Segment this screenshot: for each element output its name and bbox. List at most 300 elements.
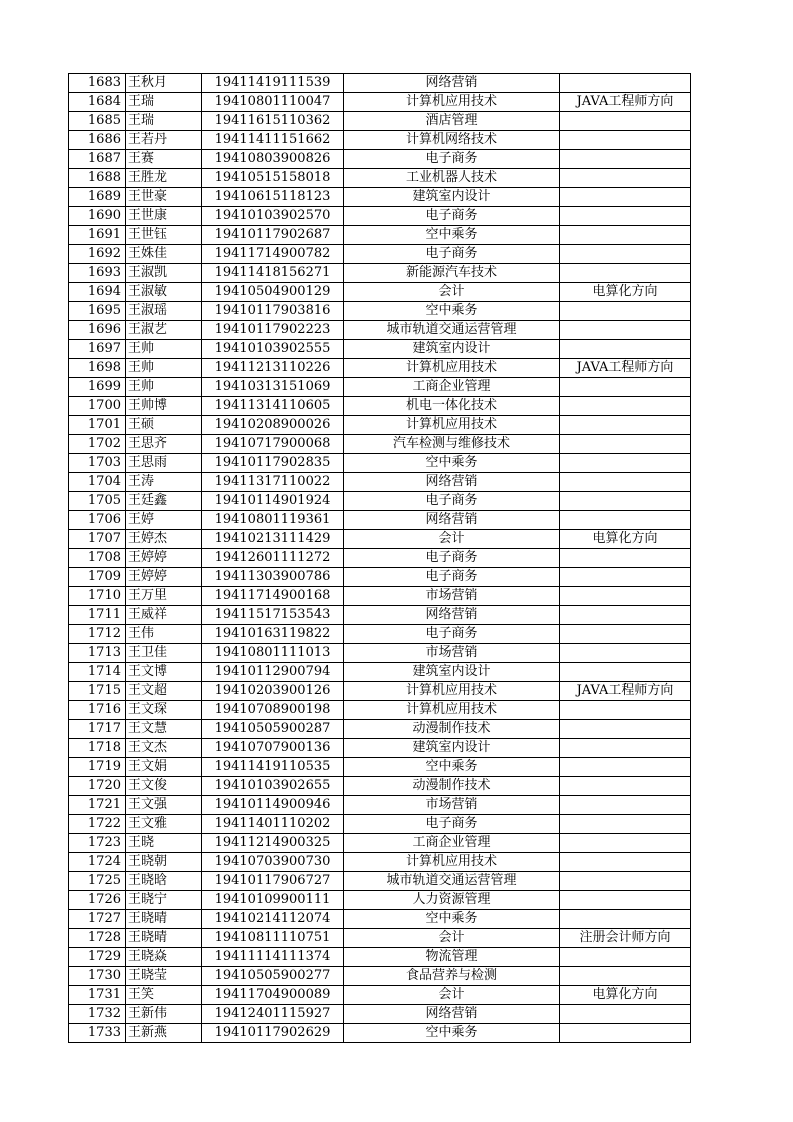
student-name-cell: 王世豪 bbox=[126, 188, 202, 207]
major-cell: 动漫制作技术 bbox=[344, 777, 560, 796]
table-row bbox=[69, 454, 691, 473]
row-number-cell: 1684 bbox=[69, 93, 126, 112]
table-row bbox=[69, 853, 691, 872]
table-row bbox=[69, 758, 691, 777]
student-name-cell: 王姝佳 bbox=[126, 245, 202, 264]
major-cell: 空中乘务 bbox=[344, 454, 560, 473]
major-cell: 会计 bbox=[344, 530, 560, 549]
table-row bbox=[69, 264, 691, 283]
table-row bbox=[69, 188, 691, 207]
student-name-cell: 王晓晴 bbox=[126, 929, 202, 948]
direction-cell bbox=[560, 264, 691, 283]
table-row bbox=[69, 701, 691, 720]
row-number-cell: 1719 bbox=[69, 758, 126, 777]
major-cell: 电子商务 bbox=[344, 245, 560, 264]
table-row bbox=[69, 929, 691, 948]
major-cell: 市场营销 bbox=[344, 587, 560, 606]
major-cell: 计算机应用技术 bbox=[344, 416, 560, 435]
student-name-cell: 王硕 bbox=[126, 416, 202, 435]
major-cell: 空中乘务 bbox=[344, 302, 560, 321]
major-cell: 建筑室内设计 bbox=[344, 188, 560, 207]
row-number-cell: 1689 bbox=[69, 188, 126, 207]
table-row bbox=[69, 435, 691, 454]
student-name-cell: 王世钰 bbox=[126, 226, 202, 245]
student-id-cell: 19411303900786 bbox=[202, 568, 344, 587]
student-id-cell: 19410801110047 bbox=[202, 93, 344, 112]
student-id-cell: 19410114900946 bbox=[202, 796, 344, 815]
major-cell: 会计 bbox=[344, 986, 560, 1005]
student-id-cell: 19410803900826 bbox=[202, 150, 344, 169]
direction-cell: 电算化方向 bbox=[560, 986, 691, 1005]
student-id-cell: 19410505900287 bbox=[202, 720, 344, 739]
row-number-cell: 1714 bbox=[69, 663, 126, 682]
table-row bbox=[69, 74, 691, 93]
student-name-cell: 王婷婷 bbox=[126, 549, 202, 568]
major-cell: 电子商务 bbox=[344, 568, 560, 587]
direction-cell bbox=[560, 454, 691, 473]
row-number-cell: 1707 bbox=[69, 530, 126, 549]
student-name-cell: 王晓晴 bbox=[126, 910, 202, 929]
major-cell: 物流管理 bbox=[344, 948, 560, 967]
major-cell: 空中乘务 bbox=[344, 226, 560, 245]
major-cell: 网络营销 bbox=[344, 511, 560, 530]
student-name-cell: 王新伟 bbox=[126, 1005, 202, 1024]
student-id-cell: 19411418156271 bbox=[202, 264, 344, 283]
direction-cell bbox=[560, 74, 691, 93]
row-number-cell: 1702 bbox=[69, 435, 126, 454]
student-name-cell: 王晓焱 bbox=[126, 948, 202, 967]
table-row bbox=[69, 891, 691, 910]
student-name-cell: 王婷 bbox=[126, 511, 202, 530]
student-name-cell: 王淑凯 bbox=[126, 264, 202, 283]
direction-cell bbox=[560, 872, 691, 891]
table-row bbox=[69, 131, 691, 150]
direction-cell bbox=[560, 150, 691, 169]
row-number-cell: 1731 bbox=[69, 986, 126, 1005]
direction-cell bbox=[560, 568, 691, 587]
direction-cell bbox=[560, 739, 691, 758]
major-cell: 会计 bbox=[344, 283, 560, 302]
table-row bbox=[69, 777, 691, 796]
table-row bbox=[69, 226, 691, 245]
major-cell: 建筑室内设计 bbox=[344, 739, 560, 758]
student-name-cell: 王婷杰 bbox=[126, 530, 202, 549]
row-number-cell: 1694 bbox=[69, 283, 126, 302]
row-number-cell: 1700 bbox=[69, 397, 126, 416]
table-row bbox=[69, 473, 691, 492]
table-row bbox=[69, 321, 691, 340]
table-row bbox=[69, 834, 691, 853]
student-id-cell: 19410717900068 bbox=[202, 435, 344, 454]
major-cell: 电子商务 bbox=[344, 492, 560, 511]
student-name-cell: 王思齐 bbox=[126, 435, 202, 454]
direction-cell bbox=[560, 910, 691, 929]
student-name-cell: 王卫佳 bbox=[126, 644, 202, 663]
major-cell: 空中乘务 bbox=[344, 1024, 560, 1043]
major-cell: 计算机应用技术 bbox=[344, 359, 560, 378]
student-id-cell: 19412401115927 bbox=[202, 1005, 344, 1024]
student-name-cell: 王瑞 bbox=[126, 93, 202, 112]
student-id-cell: 19411411151662 bbox=[202, 131, 344, 150]
table-row bbox=[69, 910, 691, 929]
student-name-cell: 王文慧 bbox=[126, 720, 202, 739]
row-number-cell: 1696 bbox=[69, 321, 126, 340]
direction-cell bbox=[560, 758, 691, 777]
direction-cell bbox=[560, 701, 691, 720]
major-cell: 建筑室内设计 bbox=[344, 663, 560, 682]
major-cell: 电子商务 bbox=[344, 625, 560, 644]
table-row bbox=[69, 549, 691, 568]
direction-cell bbox=[560, 245, 691, 264]
direction-cell bbox=[560, 796, 691, 815]
row-number-cell: 1726 bbox=[69, 891, 126, 910]
major-cell: 酒店管理 bbox=[344, 112, 560, 131]
student-id-cell: 19410117903816 bbox=[202, 302, 344, 321]
direction-cell bbox=[560, 625, 691, 644]
row-number-cell: 1708 bbox=[69, 549, 126, 568]
direction-cell bbox=[560, 663, 691, 682]
student-id-cell: 19410703900730 bbox=[202, 853, 344, 872]
direction-cell bbox=[560, 435, 691, 454]
row-number-cell: 1686 bbox=[69, 131, 126, 150]
row-number-cell: 1692 bbox=[69, 245, 126, 264]
student-name-cell: 王瑞 bbox=[126, 112, 202, 131]
major-cell: 电子商务 bbox=[344, 207, 560, 226]
student-name-cell: 王廷鑫 bbox=[126, 492, 202, 511]
student-id-cell: 19410505900277 bbox=[202, 967, 344, 986]
student-name-cell: 王新燕 bbox=[126, 1024, 202, 1043]
major-cell: 会计 bbox=[344, 929, 560, 948]
direction-cell: 注册会计师方向 bbox=[560, 929, 691, 948]
major-cell: 动漫制作技术 bbox=[344, 720, 560, 739]
direction-cell bbox=[560, 967, 691, 986]
row-number-cell: 1683 bbox=[69, 74, 126, 93]
row-number-cell: 1727 bbox=[69, 910, 126, 929]
direction-cell bbox=[560, 378, 691, 397]
row-number-cell: 1706 bbox=[69, 511, 126, 530]
row-number-cell: 1729 bbox=[69, 948, 126, 967]
direction-cell bbox=[560, 815, 691, 834]
row-number-cell: 1733 bbox=[69, 1024, 126, 1043]
student-id-cell: 19411714900782 bbox=[202, 245, 344, 264]
student-name-cell: 王晓莹 bbox=[126, 967, 202, 986]
student-id-cell: 19410504900129 bbox=[202, 283, 344, 302]
direction-cell bbox=[560, 948, 691, 967]
row-number-cell: 1687 bbox=[69, 150, 126, 169]
direction-cell bbox=[560, 302, 691, 321]
row-number-cell: 1723 bbox=[69, 834, 126, 853]
table-row bbox=[69, 530, 691, 549]
student-id-cell: 19410114901924 bbox=[202, 492, 344, 511]
student-name-cell: 王淑敏 bbox=[126, 283, 202, 302]
student-id-cell: 19410103902570 bbox=[202, 207, 344, 226]
major-cell: 网络营销 bbox=[344, 473, 560, 492]
student-name-cell: 王胜龙 bbox=[126, 169, 202, 188]
student-name-cell: 王伟 bbox=[126, 625, 202, 644]
direction-cell bbox=[560, 891, 691, 910]
direction-cell: 电算化方向 bbox=[560, 283, 691, 302]
student-table bbox=[68, 73, 691, 1043]
direction-cell: 电算化方向 bbox=[560, 530, 691, 549]
table-row bbox=[69, 663, 691, 682]
student-id-cell: 19411213110226 bbox=[202, 359, 344, 378]
student-name-cell: 王赛 bbox=[126, 150, 202, 169]
table-row bbox=[69, 682, 691, 701]
student-name-cell: 王文俊 bbox=[126, 777, 202, 796]
student-name-cell: 王晓朝 bbox=[126, 853, 202, 872]
table-row bbox=[69, 644, 691, 663]
student-name-cell: 王帅博 bbox=[126, 397, 202, 416]
row-number-cell: 1704 bbox=[69, 473, 126, 492]
student-name-cell: 王涛 bbox=[126, 473, 202, 492]
direction-cell bbox=[560, 644, 691, 663]
student-id-cell: 19410103902555 bbox=[202, 340, 344, 359]
student-id-cell: 19410117902223 bbox=[202, 321, 344, 340]
row-number-cell: 1722 bbox=[69, 815, 126, 834]
direction-cell bbox=[560, 226, 691, 245]
student-name-cell: 王淑艺 bbox=[126, 321, 202, 340]
student-name-cell: 王文杰 bbox=[126, 739, 202, 758]
student-id-cell: 19411401110202 bbox=[202, 815, 344, 834]
student-id-cell: 19411419111539 bbox=[202, 74, 344, 93]
row-number-cell: 1725 bbox=[69, 872, 126, 891]
student-id-cell: 19410708900198 bbox=[202, 701, 344, 720]
student-id-cell: 19411114111374 bbox=[202, 948, 344, 967]
table-row bbox=[69, 397, 691, 416]
student-name-cell: 王笑 bbox=[126, 986, 202, 1005]
row-number-cell: 1710 bbox=[69, 587, 126, 606]
row-number-cell: 1690 bbox=[69, 207, 126, 226]
table-row bbox=[69, 815, 691, 834]
student-id-cell: 19411517153543 bbox=[202, 606, 344, 625]
table-row bbox=[69, 796, 691, 815]
table-row bbox=[69, 112, 691, 131]
student-id-cell: 19411615110362 bbox=[202, 112, 344, 131]
major-cell: 网络营销 bbox=[344, 1005, 560, 1024]
student-id-cell: 19412601111272 bbox=[202, 549, 344, 568]
student-name-cell: 王帅 bbox=[126, 378, 202, 397]
direction-cell bbox=[560, 777, 691, 796]
student-name-cell: 王文雅 bbox=[126, 815, 202, 834]
row-number-cell: 1703 bbox=[69, 454, 126, 473]
table-row bbox=[69, 948, 691, 967]
table-row bbox=[69, 511, 691, 530]
direction-cell: JAVA工程师方向 bbox=[560, 682, 691, 701]
student-id-cell: 19410213111429 bbox=[202, 530, 344, 549]
student-id-cell: 19410112900794 bbox=[202, 663, 344, 682]
direction-cell bbox=[560, 207, 691, 226]
student-id-cell: 19411714900168 bbox=[202, 587, 344, 606]
table-row bbox=[69, 93, 691, 112]
student-name-cell: 王文强 bbox=[126, 796, 202, 815]
major-cell: 建筑室内设计 bbox=[344, 340, 560, 359]
major-cell: 工商企业管理 bbox=[344, 834, 560, 853]
student-id-cell: 19410801119361 bbox=[202, 511, 344, 530]
major-cell: 工业机器人技术 bbox=[344, 169, 560, 188]
major-cell: 计算机应用技术 bbox=[344, 682, 560, 701]
student-id-cell: 19410117902629 bbox=[202, 1024, 344, 1043]
row-number-cell: 1728 bbox=[69, 929, 126, 948]
student-name-cell: 王文娟 bbox=[126, 758, 202, 777]
direction-cell bbox=[560, 169, 691, 188]
student-id-cell: 19410109900111 bbox=[202, 891, 344, 910]
row-number-cell: 1712 bbox=[69, 625, 126, 644]
major-cell: 工商企业管理 bbox=[344, 378, 560, 397]
major-cell: 汽车检测与维修技术 bbox=[344, 435, 560, 454]
major-cell: 计算机网络技术 bbox=[344, 131, 560, 150]
direction-cell bbox=[560, 473, 691, 492]
table-row bbox=[69, 720, 691, 739]
student-name-cell: 王文琛 bbox=[126, 701, 202, 720]
direction-cell bbox=[560, 511, 691, 530]
major-cell: 市场营销 bbox=[344, 644, 560, 663]
student-id-cell: 19410615118123 bbox=[202, 188, 344, 207]
table-row bbox=[69, 872, 691, 891]
student-id-cell: 19410313151069 bbox=[202, 378, 344, 397]
direction-cell bbox=[560, 112, 691, 131]
row-number-cell: 1698 bbox=[69, 359, 126, 378]
row-number-cell: 1701 bbox=[69, 416, 126, 435]
student-id-cell: 19410214112074 bbox=[202, 910, 344, 929]
student-name-cell: 王婷婷 bbox=[126, 568, 202, 587]
student-id-cell: 19411317110022 bbox=[202, 473, 344, 492]
direction-cell bbox=[560, 416, 691, 435]
student-id-cell: 19410811110751 bbox=[202, 929, 344, 948]
major-cell: 机电一体化技术 bbox=[344, 397, 560, 416]
student-name-cell: 王威祥 bbox=[126, 606, 202, 625]
major-cell: 市场营销 bbox=[344, 796, 560, 815]
table-row bbox=[69, 492, 691, 511]
major-cell: 食品营养与检测 bbox=[344, 967, 560, 986]
row-number-cell: 1715 bbox=[69, 682, 126, 701]
table-row bbox=[69, 378, 691, 397]
student-id-cell: 19410203900126 bbox=[202, 682, 344, 701]
student-id-cell: 19411314110605 bbox=[202, 397, 344, 416]
table-row bbox=[69, 967, 691, 986]
table-row bbox=[69, 739, 691, 758]
row-number-cell: 1720 bbox=[69, 777, 126, 796]
direction-cell bbox=[560, 853, 691, 872]
row-number-cell: 1724 bbox=[69, 853, 126, 872]
student-name-cell: 王万里 bbox=[126, 587, 202, 606]
student-id-cell: 19410117902687 bbox=[202, 226, 344, 245]
major-cell: 电子商务 bbox=[344, 549, 560, 568]
row-number-cell: 1716 bbox=[69, 701, 126, 720]
student-id-cell: 19410117906727 bbox=[202, 872, 344, 891]
row-number-cell: 1732 bbox=[69, 1005, 126, 1024]
major-cell: 城市轨道交通运营管理 bbox=[344, 321, 560, 340]
table-row bbox=[69, 625, 691, 644]
direction-cell bbox=[560, 321, 691, 340]
table-row bbox=[69, 283, 691, 302]
major-cell: 网络营销 bbox=[344, 74, 560, 93]
direction-cell bbox=[560, 1024, 691, 1043]
direction-cell bbox=[560, 1005, 691, 1024]
student-name-cell: 王思雨 bbox=[126, 454, 202, 473]
table-row bbox=[69, 1024, 691, 1043]
student-name-cell: 王晓 bbox=[126, 834, 202, 853]
table-row bbox=[69, 1005, 691, 1024]
direction-cell: JAVA工程师方向 bbox=[560, 93, 691, 112]
direction-cell bbox=[560, 606, 691, 625]
major-cell: 城市轨道交通运营管理 bbox=[344, 872, 560, 891]
row-number-cell: 1709 bbox=[69, 568, 126, 587]
major-cell: 电子商务 bbox=[344, 150, 560, 169]
major-cell: 电子商务 bbox=[344, 815, 560, 834]
student-name-cell: 王帅 bbox=[126, 359, 202, 378]
major-cell: 新能源汽车技术 bbox=[344, 264, 560, 283]
row-number-cell: 1718 bbox=[69, 739, 126, 758]
row-number-cell: 1697 bbox=[69, 340, 126, 359]
table-row bbox=[69, 986, 691, 1005]
row-number-cell: 1711 bbox=[69, 606, 126, 625]
major-cell: 空中乘务 bbox=[344, 758, 560, 777]
major-cell: 计算机应用技术 bbox=[344, 93, 560, 112]
row-number-cell: 1693 bbox=[69, 264, 126, 283]
student-name-cell: 王秋月 bbox=[126, 74, 202, 93]
student-id-cell: 19410117902835 bbox=[202, 454, 344, 473]
direction-cell bbox=[560, 834, 691, 853]
student-id-cell: 19410163119822 bbox=[202, 625, 344, 644]
student-id-cell: 19411704900089 bbox=[202, 986, 344, 1005]
table-row bbox=[69, 245, 691, 264]
direction-cell bbox=[560, 720, 691, 739]
table-row bbox=[69, 587, 691, 606]
major-cell: 网络营销 bbox=[344, 606, 560, 625]
row-number-cell: 1721 bbox=[69, 796, 126, 815]
direction-cell bbox=[560, 587, 691, 606]
row-number-cell: 1713 bbox=[69, 644, 126, 663]
student-name-cell: 王文博 bbox=[126, 663, 202, 682]
student-id-cell: 19411214900325 bbox=[202, 834, 344, 853]
direction-cell bbox=[560, 188, 691, 207]
row-number-cell: 1705 bbox=[69, 492, 126, 511]
student-id-cell: 19410103902655 bbox=[202, 777, 344, 796]
row-number-cell: 1695 bbox=[69, 302, 126, 321]
table-row bbox=[69, 150, 691, 169]
student-name-cell: 王淑瑶 bbox=[126, 302, 202, 321]
student-id-cell: 19410515158018 bbox=[202, 169, 344, 188]
student-name-cell: 王晓晗 bbox=[126, 872, 202, 891]
table-row bbox=[69, 568, 691, 587]
major-cell: 空中乘务 bbox=[344, 910, 560, 929]
major-cell: 计算机应用技术 bbox=[344, 701, 560, 720]
student-id-cell: 19410801111013 bbox=[202, 644, 344, 663]
row-number-cell: 1717 bbox=[69, 720, 126, 739]
row-number-cell: 1699 bbox=[69, 378, 126, 397]
student-id-cell: 19411419110535 bbox=[202, 758, 344, 777]
student-name-cell: 王文超 bbox=[126, 682, 202, 701]
student-name-cell: 王若丹 bbox=[126, 131, 202, 150]
major-cell: 计算机应用技术 bbox=[344, 853, 560, 872]
table-row bbox=[69, 359, 691, 378]
table-row bbox=[69, 340, 691, 359]
student-name-cell: 王世康 bbox=[126, 207, 202, 226]
direction-cell bbox=[560, 131, 691, 150]
row-number-cell: 1688 bbox=[69, 169, 126, 188]
direction-cell bbox=[560, 549, 691, 568]
row-number-cell: 1685 bbox=[69, 112, 126, 131]
direction-cell bbox=[560, 492, 691, 511]
row-number-cell: 1691 bbox=[69, 226, 126, 245]
direction-cell bbox=[560, 340, 691, 359]
table-row bbox=[69, 302, 691, 321]
direction-cell: JAVA工程师方向 bbox=[560, 359, 691, 378]
table-row bbox=[69, 169, 691, 188]
table-row bbox=[69, 606, 691, 625]
student-name-cell: 王帅 bbox=[126, 340, 202, 359]
table-row bbox=[69, 207, 691, 226]
